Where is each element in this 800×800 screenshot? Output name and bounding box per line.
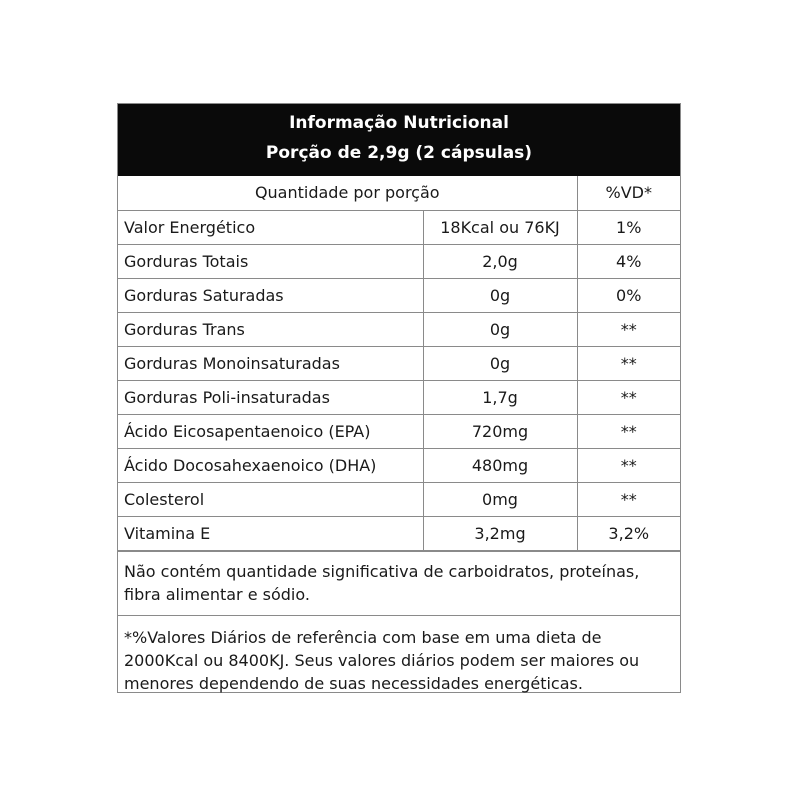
nutrient-name: Valor Energético	[118, 210, 423, 244]
quantity-header: Quantidade por porção	[118, 176, 577, 210]
nutrient-vd: 1%	[577, 210, 680, 244]
table-row	[118, 278, 680, 312]
vd-header: %VD*	[577, 176, 680, 210]
nutrient-vd: **	[577, 414, 680, 448]
nutrient-quantity: 0g	[423, 312, 577, 346]
nutrient-quantity: 1,7g	[423, 380, 577, 414]
daily-values-footnote	[118, 615, 680, 697]
nutrient-name: Gorduras Trans	[118, 312, 423, 346]
note-line: menores dependendo de suas necessidades energéticas.	[124, 673, 583, 693]
header-row	[118, 176, 680, 210]
table-row	[118, 516, 680, 550]
table-row	[118, 414, 680, 448]
nutrient-quantity: 0g	[423, 278, 577, 312]
nutrition-table	[118, 176, 680, 551]
nutrient-name: Vitamina E	[118, 516, 423, 550]
nutrient-name: Gorduras Totais	[118, 244, 423, 278]
nutrient-vd: 3,2%	[577, 516, 680, 550]
nutrient-name: Gorduras Poli-insaturadas	[118, 380, 423, 414]
table-row	[118, 244, 680, 278]
nutrient-vd: **	[577, 312, 680, 346]
table-row	[118, 210, 680, 244]
table-row	[118, 448, 680, 482]
nutrient-quantity: 720mg	[423, 414, 577, 448]
panel-title: Informação Nutricional	[289, 113, 509, 133]
serving-size: Porção de 2,9g (2 cápsulas)	[265, 143, 533, 163]
nutrient-quantity: 18Kcal ou 76KJ	[423, 210, 577, 244]
nutrient-vd: **	[577, 448, 680, 482]
nutrient-quantity: 480mg	[423, 448, 577, 482]
nutrient-name: Colesterol	[118, 482, 423, 516]
nutrient-vd: **	[577, 482, 680, 516]
nutrient-quantity: 2,0g	[423, 244, 577, 278]
note-line: Não contém quantidade significativa de carboidratos, proteínas,	[124, 561, 640, 581]
table-row	[118, 482, 680, 516]
table-row	[118, 312, 680, 346]
note-line: *%Valores Diários de referência com base em uma dieta de	[124, 627, 602, 647]
note-line: fibra alimentar e sódio.	[124, 584, 310, 604]
title-bar	[118, 104, 680, 176]
nutrient-name: Ácido Eicosapentaenoico (EPA)	[118, 414, 423, 448]
note-line: 2000Kcal ou 8400KJ. Seus valores diários podem ser maiores ou	[124, 650, 640, 670]
nutrient-quantity: 0mg	[423, 482, 577, 516]
nutrient-name: Gorduras Saturadas	[118, 278, 423, 312]
table-row	[118, 346, 680, 380]
insignificant-nutrients-note	[118, 551, 680, 615]
nutrient-vd: **	[577, 346, 680, 380]
nutrition-facts-panel	[117, 103, 681, 693]
nutrient-name: Gorduras Monoinsaturadas	[118, 346, 423, 380]
nutrient-quantity: 3,2mg	[423, 516, 577, 550]
nutrient-name: Ácido Docosahexaenoico (DHA)	[118, 448, 423, 482]
nutrient-quantity: 0g	[423, 346, 577, 380]
nutrient-vd: 4%	[577, 244, 680, 278]
table-row	[118, 380, 680, 414]
nutrient-vd: 0%	[577, 278, 680, 312]
nutrient-vd: **	[577, 380, 680, 414]
